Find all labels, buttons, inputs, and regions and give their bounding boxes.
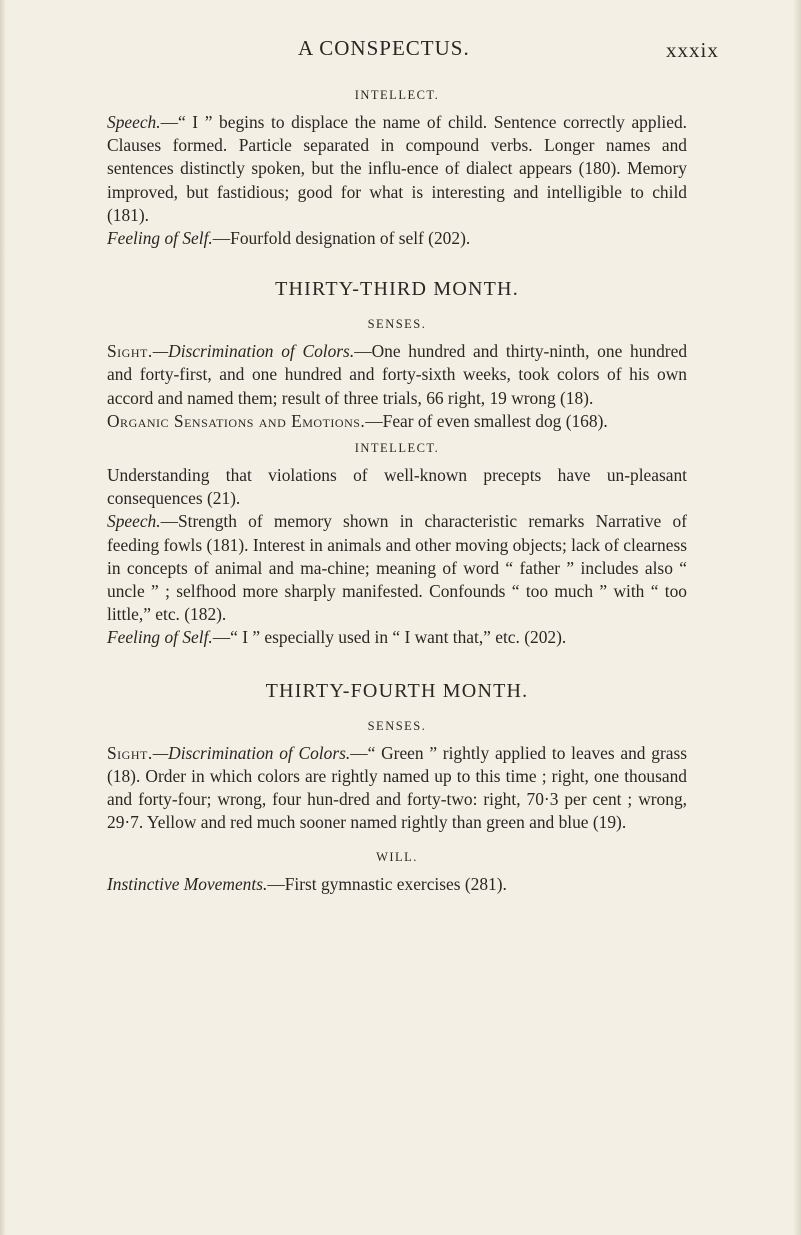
section-heading-intellect: INTELLECT. [354, 88, 440, 102]
paragraph-instinctive-movements [107, 873, 687, 896]
paragraph-feeling-of-self-2 [107, 626, 687, 649]
feeling-label: Feeling of Self. [107, 228, 213, 249]
sight-text: —One hundred and thirty-ninth, one hundred and forty-first, and one hundred and forty-sixth weeks, took colors of his own accord and named them; result of three trials, 66 right, 19 wrong (18). [107, 341, 688, 408]
section-heading-senses-2: SENSES. [367, 718, 427, 733]
page-edge-right [793, 0, 801, 1235]
page-header [0, 36, 801, 66]
paragraph-sight-2 [107, 742, 687, 835]
month-heading-thirty-third: THIRTY-THIRD MONTH. [275, 278, 519, 301]
speech-text: —“ I ” begins to displace the name of child. Sentence correctly applied. Clauses formed. Particle separated in compound verbs. Longer names and sentences distinctly spoken, but the influ-ence of dialect appears (180). Memory improved, but fastidious; good for what is interesting and intelligible to child (181). [107, 112, 687, 225]
paragraph-speech-2 [107, 510, 687, 626]
sight-label-2: Sight. [107, 742, 153, 763]
instinctive-label: Instinctive Movements. [107, 874, 268, 895]
sight-sublabel: —Discrimination of Colors. [152, 341, 355, 362]
page-body [107, 88, 687, 897]
feeling-text-2: —“ I ” especially used in “ I want that,” etc. (202). [212, 627, 567, 648]
sight-sublabel-2: —Discrimination of Colors. [152, 742, 351, 763]
section-heading-senses: SENSES. [367, 317, 427, 332]
sight-label: Sight. [107, 341, 153, 362]
speech-text-2: —Strength of memory shown in characteristic remarks Narrative of feeding fowls (181). Interest in animals and other moving objects; lack of clearness in concepts of animal and ma-chine; meaning of word “ father ” includes also “ uncle ” ; selfhood more sharply manifested. Confounds “ too much ” with “ too little,” etc. (182). [107, 511, 687, 625]
paragraph-sight [107, 340, 687, 410]
page-edge-left [0, 0, 6, 1235]
section-heading-will: WILL. [376, 850, 418, 865]
paragraph-speech [107, 111, 687, 227]
paragraph-organic-sensations [107, 410, 687, 433]
speech-label: Speech. [107, 112, 161, 132]
organic-text: —Fear of even smallest dog (168). [365, 410, 608, 431]
instinctive-text: —First gymnastic exercises (281). [267, 874, 507, 895]
paragraph-understanding: Understanding that violations of well-known precepts have un-pleasant consequences (21). [107, 465, 687, 509]
feeling-label-2: Feeling of Self. [107, 627, 213, 648]
feeling-text: —Fourfold designation of self (202). [212, 228, 471, 249]
month-heading-thirty-fourth: THIRTY-FOURTH MONTH. [265, 679, 529, 702]
organic-label: Organic Sensations and Emotions. [107, 410, 366, 431]
paragraph-feeling-of-self [107, 227, 687, 250]
speech-label-2: Speech. [107, 511, 161, 532]
sight-text-2: —“ Green ” rightly applied to leaves and grass (18). Order in which colors are rightly named up to this time ; right, one thousand and forty-four; wrong, four hun-dred and forty-two: right, 70·3 per cent ; wrong, 29·7. Yellow and red much sooner named rightly than green and blue (19). [107, 742, 687, 833]
page-number: xxxix [666, 38, 719, 62]
running-head: A CONSPECTUS. [298, 36, 470, 60]
section-heading-intellect-2: INTELLECT. [354, 441, 440, 456]
